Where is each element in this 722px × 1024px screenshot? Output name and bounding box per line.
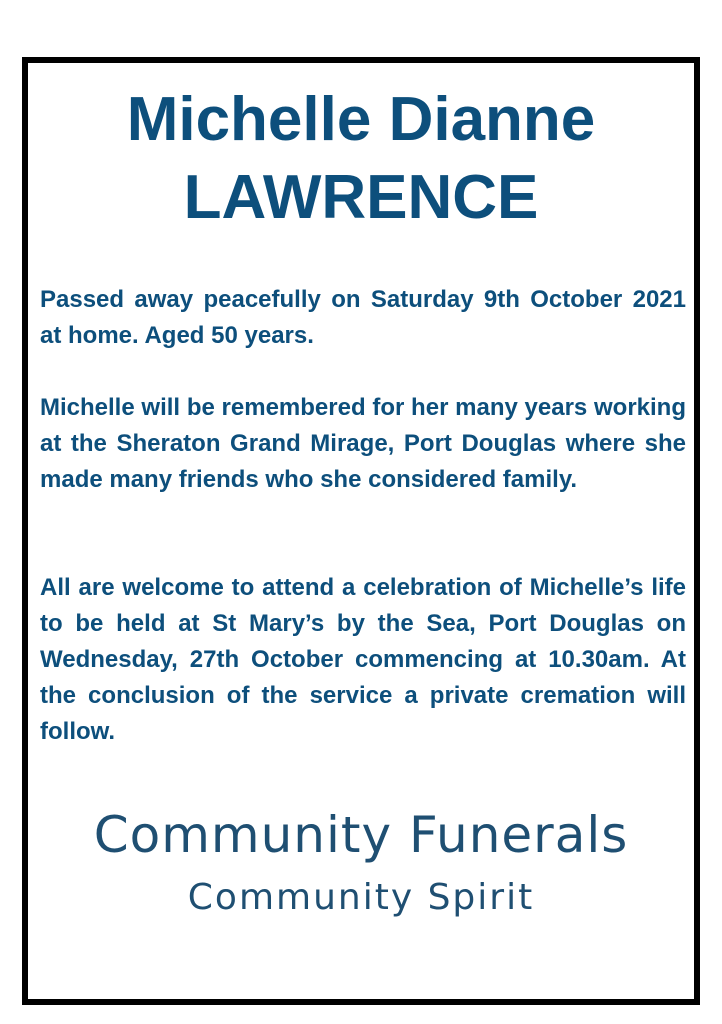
remembrance-paragraph: Michelle will be remembered for her many years working at the Sheraton Grand Mirage, Port Douglas where she made many friends who she considered family. (40, 394, 686, 493)
funeral-home-name: Community Funerals (93, 806, 629, 864)
service-paragraph: All are welcome to attend a celebration of Michelle’s life to be held at St Mary’s by the Sea, Port Douglas on Wednesday, 27th October commencing at 10.30am. At the conclusion of the service a private cremation will follow. (40, 574, 686, 745)
deceased-surname: LAWRENCE (183, 163, 539, 232)
funeral-home-tagline: Community Spirit (187, 877, 535, 918)
notice-frame (22, 57, 700, 1005)
passing-paragraph: Passed away peacefully on Saturday 9th October 2021 at home. Aged 50 years. (40, 286, 686, 349)
deceased-first-names: Michelle Dianne (126, 85, 596, 154)
